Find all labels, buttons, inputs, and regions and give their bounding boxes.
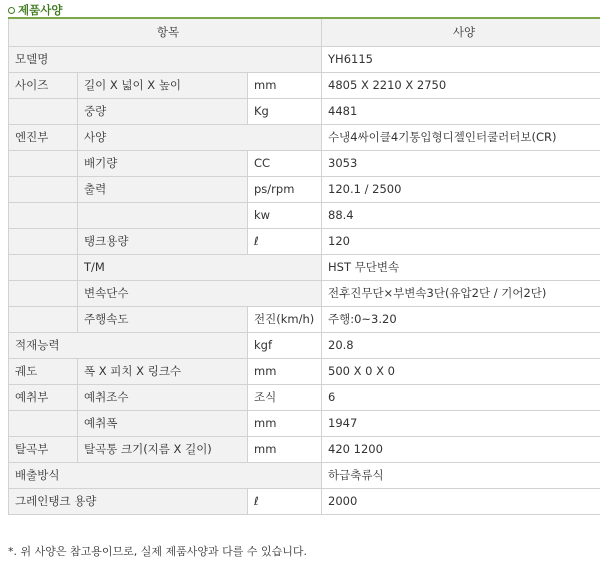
row-item: [78, 202, 248, 228]
row-value: 420 1200: [322, 436, 600, 462]
row-unit: ℓ: [248, 228, 322, 254]
row-unit: 조식: [248, 384, 322, 410]
row-value: HST 무단변속: [322, 254, 600, 280]
table-row: [9, 98, 600, 124]
circle-bullet-icon: [8, 7, 15, 14]
table-row: [9, 176, 600, 202]
row-item: 탱크용량: [78, 228, 248, 254]
row-item: 길이 X 넓이 X 높이: [78, 72, 248, 98]
row-category: [9, 306, 78, 332]
row-item: 예취폭: [78, 410, 248, 436]
section-title-text: 제품사양: [18, 3, 63, 17]
row-item: 배기량: [78, 150, 248, 176]
row-item: 변속단수: [78, 280, 322, 306]
header-spec: 사양: [322, 18, 600, 46]
row-value: 1947: [322, 410, 600, 436]
row-category: [9, 176, 78, 202]
table-row: [9, 410, 600, 436]
row-unit: mm: [248, 72, 322, 98]
row-value: 4805 X 2210 X 2750: [322, 72, 600, 98]
table-row: [9, 228, 600, 254]
row-value: 4481: [322, 98, 600, 124]
table-row: [9, 384, 600, 410]
footnote: *. 위 사양은 참고용이므로, 실제 제품사양과 다를 수 있습니다.: [8, 545, 307, 558]
row-category: 사이즈: [9, 72, 78, 98]
row-unit: 전진(km/h): [248, 306, 322, 332]
row-unit: ℓ: [248, 488, 322, 514]
row-category: [9, 280, 78, 306]
row-category: 탈곡부: [9, 436, 78, 462]
table-row: [9, 150, 600, 176]
table-row: [9, 436, 600, 462]
row-label: 적재능력: [9, 332, 248, 358]
row-category: [9, 150, 78, 176]
row-value: 전후진무단×부변속3단(유압2단 / 기어2단): [322, 280, 600, 306]
row-value: YH6115: [322, 46, 600, 72]
row-item: 사양: [78, 124, 322, 150]
row-unit: mm: [248, 358, 322, 384]
table-row: [9, 306, 600, 332]
row-value: 3053: [322, 150, 600, 176]
row-unit: ps/rpm: [248, 176, 322, 202]
row-value: 주행:0~3.20: [322, 306, 600, 332]
row-category: 궤도: [9, 358, 78, 384]
row-category: [9, 228, 78, 254]
table-row: [9, 358, 600, 384]
row-label: 그레인탱크 용량: [9, 488, 248, 514]
row-item: 폭 X 피치 X 링크수: [78, 358, 248, 384]
row-category: [9, 202, 78, 228]
row-category: [9, 254, 78, 280]
table-row: [9, 332, 600, 358]
row-item: 주행속도: [78, 306, 248, 332]
row-item: 탈곡통 크기(지름 X 길이): [78, 436, 248, 462]
row-unit: mm: [248, 436, 322, 462]
row-unit: Kg: [248, 98, 322, 124]
row-value: 88.4: [322, 202, 600, 228]
table-row: [9, 46, 600, 72]
row-item: 출력: [78, 176, 248, 202]
row-value: 6: [322, 384, 600, 410]
table-row: [9, 254, 600, 280]
table-row: [9, 280, 600, 306]
row-item: 중량: [78, 98, 248, 124]
row-unit: kw: [248, 202, 322, 228]
row-value: 수냉4싸이클4기통입형디젤인터쿨러터보(CR): [322, 124, 600, 150]
row-unit: kgf: [248, 332, 322, 358]
row-value: 2000: [322, 488, 600, 514]
table-row: [9, 72, 600, 98]
row-value: 120.1 / 2500: [322, 176, 600, 202]
row-value: 하급축류식: [322, 462, 600, 488]
table-row: [9, 462, 600, 488]
section-title: [8, 3, 62, 17]
row-value: 120: [322, 228, 600, 254]
row-item: 예취조수: [78, 384, 248, 410]
row-category: 엔진부: [9, 124, 78, 150]
table-row: [9, 488, 600, 514]
row-unit: CC: [248, 150, 322, 176]
row-item: T/M: [78, 254, 322, 280]
spec-table: [8, 17, 600, 515]
row-value: 500 X 0 X 0: [322, 358, 600, 384]
header-item: 항목: [9, 18, 322, 46]
row-label: 모델명: [9, 46, 322, 72]
row-category: [9, 410, 78, 436]
row-value: 20.8: [322, 332, 600, 358]
row-category: [9, 98, 78, 124]
row-label: 배출방식: [9, 462, 322, 488]
row-category: 예취부: [9, 384, 78, 410]
row-unit: mm: [248, 410, 322, 436]
table-row: [9, 202, 600, 228]
table-header-row: [9, 18, 600, 46]
table-row: [9, 124, 600, 150]
